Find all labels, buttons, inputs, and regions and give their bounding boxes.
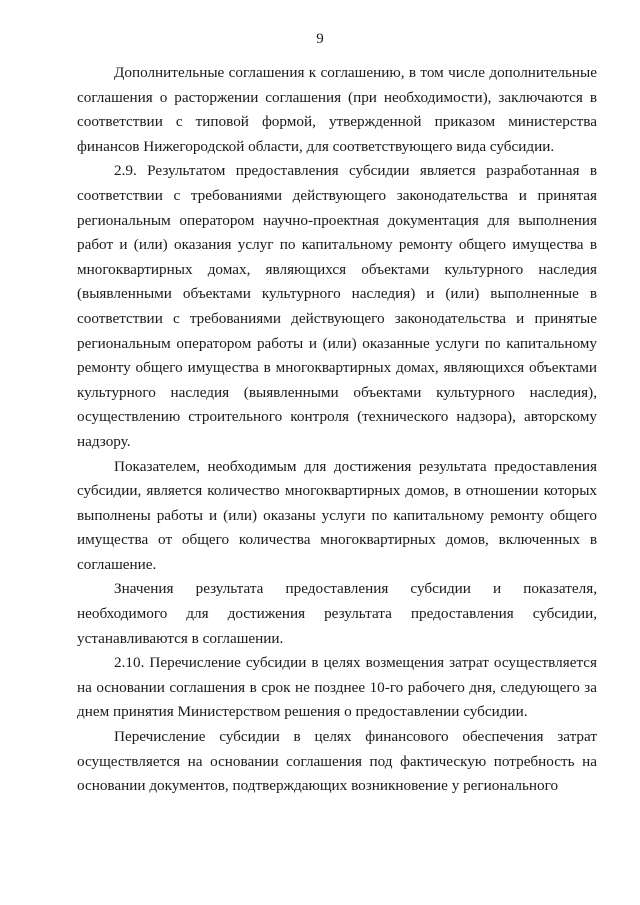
paragraph-financing-transfer: Перечисление субсидии в целях финансового обеспечения затрат осуществляется на основании соглашения под фактическую потребность на основании документов, подтверждающих возникновение у регионального — [77, 728, 597, 795]
paragraph-2-10-transfer: 2.10. Перечисление субсидии в целях возмещения затрат осуществляется на основании соглашения в срок не позднее 10-го рабочего дня, следующего за днем принятия Министерством решения о предоставлении субсидии. — [77, 654, 597, 721]
paragraph-indicator: Показателем, необходимым для достижения результата предоставления субсидии, является количество многоквартирных домов, в отношении которых выполнены работы и (или) оказаны услуги по капитальному ремонту общего имущества от общего количества многоквартирных домов, включенных в соглашение. — [77, 457, 597, 573]
paragraph-2-9-result: 2.9. Результатом предоставления субсидии является разработанная в соответствии с требованиями действующего законодательства и принятая региональным оператором научно-проектная документация для выполнения работ и (или) оказания услуг по капитальному ремонту общего имущества в многоквартирных домах, являющихся объектами культурного наследия (выявленными объектами культурного наследия) и (или) выполненные в соответствии с требованиями действующего законодательства и принятые региональным оператором работы и (или) оказанные услуги по капитальному ремонту общего имущества в многоквартирных домах, являющихся объектами культурного наследия (выявленными объектами культурного наследия), осуществлению строительного контроля (технического надзора), авторскому надзору. — [77, 162, 597, 450]
document-body — [77, 61, 597, 799]
paragraph-additional-agreements: Дополнительные соглашения к соглашению, в том числе дополнительные соглашения о расторжении соглашения (при необходимости), заключаются в соответствии с типовой формой, утвержденной приказом министерства финансов Нижегородской области, для соответствующего вида субсидии. — [77, 64, 597, 155]
page-number: 9 — [316, 31, 324, 47]
paragraph-values: Значения результата предоставления субсидии и показателя, необходимого для достижения результата предоставления субсидии, устанавливаются в соглашении. — [77, 580, 597, 647]
